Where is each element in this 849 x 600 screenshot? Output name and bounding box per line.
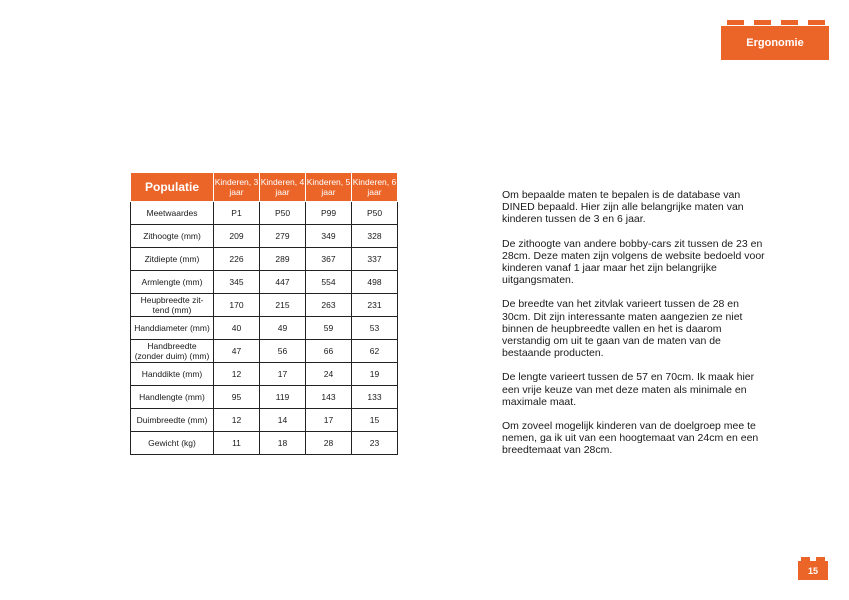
- table-row: [131, 317, 398, 340]
- table-cell: 28: [306, 432, 352, 455]
- table-cell: 226: [214, 248, 260, 271]
- table-cell: 14: [260, 409, 306, 432]
- table-row: [131, 271, 398, 294]
- table-cell: 19: [352, 363, 398, 386]
- row-label: Handdikte (mm): [131, 363, 214, 386]
- table-row: [131, 294, 398, 317]
- row-label: Handlengte (mm): [131, 386, 214, 409]
- body-text: [502, 189, 767, 469]
- table-row: [131, 363, 398, 386]
- table-cell: P99: [306, 202, 352, 225]
- page-number: 15: [798, 561, 828, 580]
- table-cell: 345: [214, 271, 260, 294]
- table-cell: 209: [214, 225, 260, 248]
- table-cell: 328: [352, 225, 398, 248]
- table-cell: 12: [214, 409, 260, 432]
- row-label: Zithoogte (mm): [131, 225, 214, 248]
- table-cell: 170: [214, 294, 260, 317]
- column-header: Kinderen, 4 jaar: [260, 173, 306, 202]
- column-header: Kinderen, 3 jaar: [214, 173, 260, 202]
- paragraph: Om bepaalde maten te bepalen is de database van DINED bepaald. Hier zijn alle belangrijke maten van kinderen tussen de 3 en 6 jaar.: [502, 189, 744, 226]
- table-cell: 119: [260, 386, 306, 409]
- table-cell: 263: [306, 294, 352, 317]
- table-cell: 53: [352, 317, 398, 340]
- table-cell: 66: [306, 340, 352, 363]
- table-cell: 24: [306, 363, 352, 386]
- row-label: Handdiameter (mm): [131, 317, 214, 340]
- row-label: Gewicht (kg): [131, 432, 214, 455]
- row-label: Zitdiepte (mm): [131, 248, 214, 271]
- table-cell: 18: [260, 432, 306, 455]
- table-cell: 40: [214, 317, 260, 340]
- table-cell: 554: [306, 271, 352, 294]
- table-cell: 56: [260, 340, 306, 363]
- table-cell: 337: [352, 248, 398, 271]
- table-cell: 15: [352, 409, 398, 432]
- table-cell: 17: [260, 363, 306, 386]
- table-header-row: [131, 173, 398, 202]
- table-cell: 279: [260, 225, 306, 248]
- paragraph: De lengte varieert tussen de 57 en 70cm. Ik maak hier een vrije keuze van met deze maten als minimale en maximale maat.: [502, 371, 755, 408]
- table-cell: 498: [352, 271, 398, 294]
- row-label: Heupbreedte zit-tend (mm): [131, 294, 214, 317]
- ergonomics-table: [130, 172, 398, 455]
- table-cell: P50: [352, 202, 398, 225]
- paragraph: De zithoogte van andere bobby-cars zit tussen de 23 en 28cm. Deze maten zijn volgens de website bedoeld voor kinderen vanaf 1 jaar maar het zijn belangrijke uitgangsmaten.: [502, 237, 765, 287]
- column-header: Kinderen, 5 jaar: [306, 173, 352, 202]
- table-row: [131, 432, 398, 455]
- paragraph: Om zoveel mogelijk kinderen van de doelgroep mee te nemen, ga ik uit van een hoogtemaat van 24cm en een breedtemaat van 28cm.: [502, 420, 759, 457]
- row-label: Duimbreedte (mm): [131, 409, 214, 432]
- table-cell: 143: [306, 386, 352, 409]
- table-cell: 12: [214, 363, 260, 386]
- row-label: Armlengte (mm): [131, 271, 214, 294]
- table-cell: 289: [260, 248, 306, 271]
- table-row: [131, 409, 398, 432]
- table-row: [131, 340, 398, 363]
- table-cell: 47: [214, 340, 260, 363]
- table-cell: 59: [306, 317, 352, 340]
- table-cell: 49: [260, 317, 306, 340]
- table-cell: 367: [306, 248, 352, 271]
- paragraph: De breedte van het zitvlak varieert tussen de 28 en 30cm. Dit zijn interessante maten aangezien ze niet binnen de heupbreedte vallen en het is daarom verstandig om uit te gaan van de maten van de bestaande producten.: [502, 298, 743, 360]
- table-cell: 23: [352, 432, 398, 455]
- table-cell: 17: [306, 409, 352, 432]
- table-cell: P1: [214, 202, 260, 225]
- column-header: Populatie: [131, 173, 214, 202]
- table-row: [131, 386, 398, 409]
- row-label: Meetwaardes: [131, 202, 214, 225]
- table-cell: 95: [214, 386, 260, 409]
- table-cell: P50: [260, 202, 306, 225]
- table-cell: 231: [352, 294, 398, 317]
- table-row: [131, 202, 398, 225]
- table-cell: 215: [260, 294, 306, 317]
- table-row: [131, 248, 398, 271]
- table-row: [131, 225, 398, 248]
- table-cell: 447: [260, 271, 306, 294]
- column-header: Kinderen, 6 jaar: [352, 173, 398, 202]
- table-cell: 62: [352, 340, 398, 363]
- table-cell: 349: [306, 225, 352, 248]
- table-cell: 133: [352, 386, 398, 409]
- section-label: Ergonomie: [721, 26, 829, 60]
- table-cell: 11: [214, 432, 260, 455]
- row-label: Handbreedte (zonder duim) (mm): [131, 340, 214, 363]
